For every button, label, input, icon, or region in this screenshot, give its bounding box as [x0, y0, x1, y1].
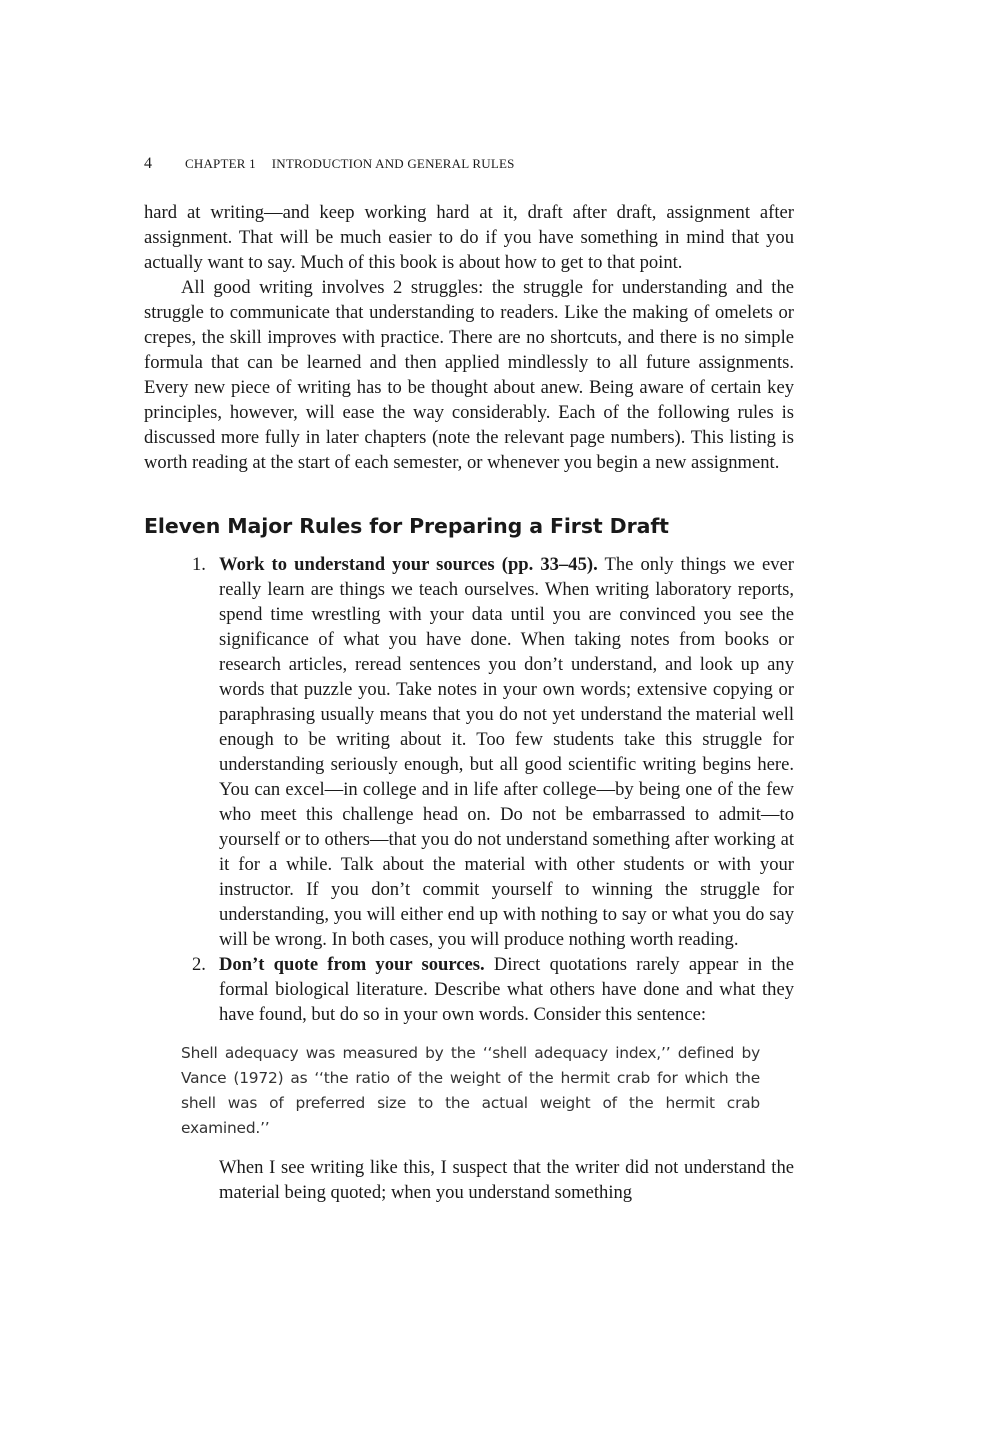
after-quote-paragraph: When I see writing like this, I suspect that the writer did not understand the material being quoted; when you understand something	[219, 1157, 794, 1203]
chapter-title: INTRODUCTION AND GENERAL RULES	[271, 156, 515, 171]
rule-lead: Work to understand your sources (pp. 33–45).	[219, 554, 598, 575]
rule-item-1	[144, 552, 794, 952]
book-page	[144, 150, 794, 1205]
block-quote	[181, 1041, 760, 1141]
intro-paragraph-2: All good writing involves 2 struggles: the struggle for understanding and the struggle to communicate that understanding to readers. Like the making of omelets or crepes, the skill improves with practice. There are no shortcuts, and there is no simple formula that can be learned and then applied mindlessly to all future assignments. Every new piece of writing has to be thought about anew. Being aware of certain key principles, however, will ease the way considerably. Each of the following rules is discussed more fully in later chapters (note the relevant page numbers). This listing is worth reading at the start of each semester, or whenever you begin a new assignment.	[144, 277, 794, 473]
rule-number: 1.	[192, 554, 206, 575]
intro-paragraph-1: hard at writing—and keep working hard at it, draft after draft, assignment after assignment. That will be much easier to do if you have something in mind that you actually want to say. Much of this book is about how to get to that point.	[144, 202, 794, 273]
rules-list	[144, 552, 794, 1027]
section-heading: Eleven Major Rules for Preparing a First Draft	[144, 514, 669, 538]
rule-text: The only things we ever really learn are things we teach ourselves. When writing laboratory reports, spend time wrestling with your data until you are convinced you see the significance of what you have done. When taking notes from books or research articles, reread sentences you don’t understand, and look up any words that puzzle you. Take notes in your own words; extensive copying or paraphrasing usually means that you do not yet understand the material well enough to be writing about it. Too few students take this struggle for understanding seriously enough, but all good scientific writing begins here. You can excel—in college and in life after college—by being one of the few who meet this challenge head on. Do not be embarrassed to admit—to yourself or to others—that you do not understand something after working at it for a while. Talk about the material with other students or with your instructor. If you don’t commit yourself to winning the struggle for understanding, you will either end up with nothing to say or what you do say will be wrong. In both cases, you will produce nothing worth reading.	[219, 554, 794, 950]
rule-item-2	[144, 952, 794, 1027]
rule-number: 2.	[192, 954, 206, 975]
quote-text: Shell adequacy was measured by the ‘‘shell adequacy index,’’ defined by Vance (1972) as ‘‘the ratio of the weight of the hermit crab for which the shell was of preferred size to the actual weight of the hermit crab examined.’’	[181, 1044, 760, 1137]
running-head	[144, 150, 794, 178]
page-number: 4	[144, 155, 153, 172]
rule-text: Direct quotations rarely appear in the formal biological literature. Describe what others have done and what they have found, but do so in your own words. Consider this sentence:	[219, 954, 794, 1025]
rule-lead: Don’t quote from your sources.	[219, 954, 485, 975]
chapter-label: CHAPTER 1	[185, 156, 256, 171]
